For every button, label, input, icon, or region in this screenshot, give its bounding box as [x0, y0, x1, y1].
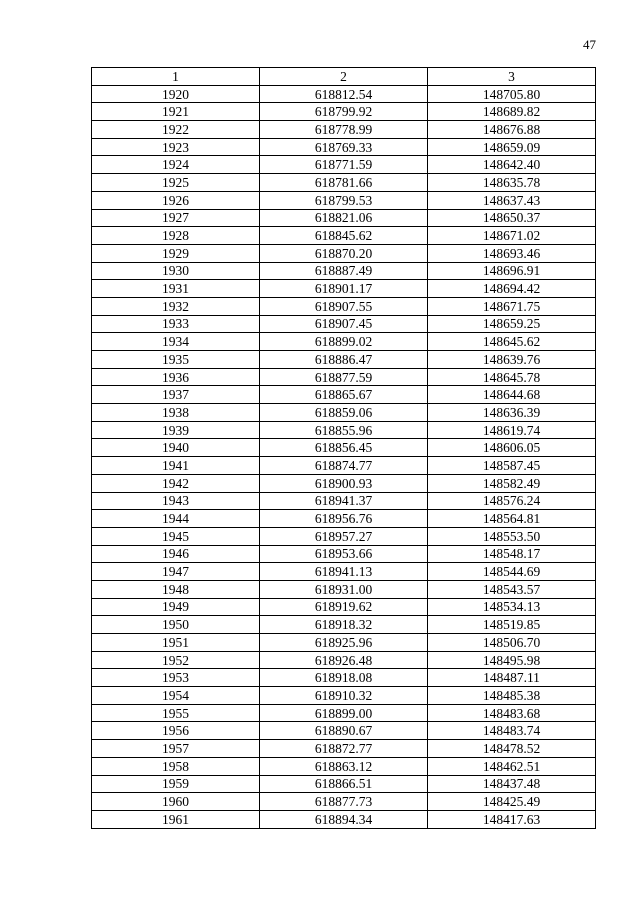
y-coordinate-cell: 148543.57 — [428, 580, 596, 598]
x-coordinate-cell: 618856.45 — [260, 439, 428, 457]
y-coordinate-cell: 148553.50 — [428, 527, 596, 545]
point-number-cell: 1948 — [92, 580, 260, 598]
x-coordinate-cell: 618886.47 — [260, 351, 428, 369]
table-row — [92, 474, 596, 492]
y-coordinate-cell: 148495.98 — [428, 651, 596, 669]
y-coordinate-cell: 148544.69 — [428, 563, 596, 581]
y-coordinate-cell: 148659.09 — [428, 138, 596, 156]
table-row — [92, 103, 596, 121]
table-row — [92, 757, 596, 775]
point-number-cell: 1930 — [92, 262, 260, 280]
y-coordinate-cell: 148636.39 — [428, 404, 596, 422]
y-coordinate-cell: 148506.70 — [428, 634, 596, 652]
y-coordinate-cell: 148693.46 — [428, 244, 596, 262]
x-coordinate-cell: 618907.45 — [260, 315, 428, 333]
x-coordinate-cell: 618901.17 — [260, 280, 428, 298]
column-header-2: 2 — [260, 68, 428, 86]
point-number-cell: 1949 — [92, 598, 260, 616]
point-number-cell: 1928 — [92, 227, 260, 245]
table-row — [92, 244, 596, 262]
table-row — [92, 280, 596, 298]
x-coordinate-cell: 618877.73 — [260, 793, 428, 811]
y-coordinate-cell: 148637.43 — [428, 191, 596, 209]
y-coordinate-cell: 148582.49 — [428, 474, 596, 492]
point-number-cell: 1956 — [92, 722, 260, 740]
x-coordinate-cell: 618863.12 — [260, 757, 428, 775]
table-row — [92, 421, 596, 439]
x-coordinate-cell: 618900.93 — [260, 474, 428, 492]
x-coordinate-cell: 618866.51 — [260, 775, 428, 793]
x-coordinate-cell: 618865.67 — [260, 386, 428, 404]
point-number-cell: 1957 — [92, 740, 260, 758]
x-coordinate-cell: 618941.37 — [260, 492, 428, 510]
x-coordinate-cell: 618919.62 — [260, 598, 428, 616]
table-row — [92, 669, 596, 687]
table-row — [92, 687, 596, 705]
x-coordinate-cell: 618894.34 — [260, 810, 428, 828]
point-number-cell: 1940 — [92, 439, 260, 457]
point-number-cell: 1959 — [92, 775, 260, 793]
y-coordinate-cell: 148576.24 — [428, 492, 596, 510]
x-coordinate-cell: 618907.55 — [260, 297, 428, 315]
y-coordinate-cell: 148483.68 — [428, 704, 596, 722]
point-number-cell: 1954 — [92, 687, 260, 705]
table-row — [92, 138, 596, 156]
table-row — [92, 810, 596, 828]
x-coordinate-cell: 618956.76 — [260, 510, 428, 528]
y-coordinate-cell: 148564.81 — [428, 510, 596, 528]
table-row — [92, 457, 596, 475]
y-coordinate-cell: 148694.42 — [428, 280, 596, 298]
table-row — [92, 386, 596, 404]
x-coordinate-cell: 618953.66 — [260, 545, 428, 563]
table-row — [92, 651, 596, 669]
x-coordinate-cell: 618941.13 — [260, 563, 428, 581]
table-row — [92, 492, 596, 510]
point-number-cell: 1921 — [92, 103, 260, 121]
point-number-cell: 1947 — [92, 563, 260, 581]
table-row — [92, 510, 596, 528]
point-number-cell: 1950 — [92, 616, 260, 634]
table-row — [92, 174, 596, 192]
y-coordinate-cell: 148548.17 — [428, 545, 596, 563]
point-number-cell: 1941 — [92, 457, 260, 475]
table-row — [92, 704, 596, 722]
point-number-cell: 1925 — [92, 174, 260, 192]
x-coordinate-cell: 618887.49 — [260, 262, 428, 280]
point-number-cell: 1922 — [92, 121, 260, 139]
y-coordinate-cell: 148705.80 — [428, 85, 596, 103]
y-coordinate-cell: 148645.78 — [428, 368, 596, 386]
table-row — [92, 563, 596, 581]
y-coordinate-cell: 148417.63 — [428, 810, 596, 828]
table-row — [92, 598, 596, 616]
y-coordinate-cell: 148696.91 — [428, 262, 596, 280]
y-coordinate-cell: 148462.51 — [428, 757, 596, 775]
x-coordinate-cell: 618874.77 — [260, 457, 428, 475]
point-number-cell: 1943 — [92, 492, 260, 510]
x-coordinate-cell: 618877.59 — [260, 368, 428, 386]
y-coordinate-cell: 148671.02 — [428, 227, 596, 245]
x-coordinate-cell: 618812.54 — [260, 85, 428, 103]
point-number-cell: 1942 — [92, 474, 260, 492]
y-coordinate-cell: 148485.38 — [428, 687, 596, 705]
y-coordinate-cell: 148659.25 — [428, 315, 596, 333]
x-coordinate-cell: 618899.02 — [260, 333, 428, 351]
table-row — [92, 527, 596, 545]
point-number-cell: 1923 — [92, 138, 260, 156]
point-number-cell: 1939 — [92, 421, 260, 439]
x-coordinate-cell: 618769.33 — [260, 138, 428, 156]
table-row — [92, 351, 596, 369]
y-coordinate-cell: 148645.62 — [428, 333, 596, 351]
table-row — [92, 722, 596, 740]
point-number-cell: 1933 — [92, 315, 260, 333]
table-row — [92, 227, 596, 245]
point-number-cell: 1961 — [92, 810, 260, 828]
y-coordinate-cell: 148676.88 — [428, 121, 596, 139]
y-coordinate-cell: 148606.05 — [428, 439, 596, 457]
table-row — [92, 85, 596, 103]
column-header-1: 1 — [92, 68, 260, 86]
point-number-cell: 1951 — [92, 634, 260, 652]
x-coordinate-cell: 618781.66 — [260, 174, 428, 192]
x-coordinate-cell: 618957.27 — [260, 527, 428, 545]
table-row — [92, 616, 596, 634]
table-row — [92, 191, 596, 209]
y-coordinate-cell: 148639.76 — [428, 351, 596, 369]
table-row — [92, 368, 596, 386]
table-row — [92, 545, 596, 563]
table-row — [92, 439, 596, 457]
table-body — [92, 85, 596, 828]
y-coordinate-cell: 148587.45 — [428, 457, 596, 475]
x-coordinate-cell: 618799.92 — [260, 103, 428, 121]
point-number-cell: 1953 — [92, 669, 260, 687]
y-coordinate-cell: 148487.11 — [428, 669, 596, 687]
y-coordinate-cell: 148671.75 — [428, 297, 596, 315]
y-coordinate-cell: 148437.48 — [428, 775, 596, 793]
column-header-3: 3 — [428, 68, 596, 86]
y-coordinate-cell: 148650.37 — [428, 209, 596, 227]
table-header — [92, 68, 596, 86]
point-number-cell: 1944 — [92, 510, 260, 528]
y-coordinate-cell: 148425.49 — [428, 793, 596, 811]
table-row — [92, 121, 596, 139]
point-number-cell: 1935 — [92, 351, 260, 369]
x-coordinate-cell: 618899.00 — [260, 704, 428, 722]
table-row — [92, 634, 596, 652]
point-number-cell: 1926 — [92, 191, 260, 209]
y-coordinate-cell: 148619.74 — [428, 421, 596, 439]
point-number-cell: 1952 — [92, 651, 260, 669]
y-coordinate-cell: 148519.85 — [428, 616, 596, 634]
point-number-cell: 1927 — [92, 209, 260, 227]
table-row — [92, 775, 596, 793]
coordinates-table — [91, 67, 596, 829]
table-row — [92, 156, 596, 174]
point-number-cell: 1920 — [92, 85, 260, 103]
x-coordinate-cell: 618845.62 — [260, 227, 428, 245]
x-coordinate-cell: 618926.48 — [260, 651, 428, 669]
y-coordinate-cell: 148635.78 — [428, 174, 596, 192]
point-number-cell: 1934 — [92, 333, 260, 351]
table-row — [92, 740, 596, 758]
x-coordinate-cell: 618821.06 — [260, 209, 428, 227]
y-coordinate-cell: 148642.40 — [428, 156, 596, 174]
x-coordinate-cell: 618918.08 — [260, 669, 428, 687]
x-coordinate-cell: 618918.32 — [260, 616, 428, 634]
point-number-cell: 1946 — [92, 545, 260, 563]
table-row — [92, 209, 596, 227]
x-coordinate-cell: 618778.99 — [260, 121, 428, 139]
y-coordinate-cell: 148534.13 — [428, 598, 596, 616]
x-coordinate-cell: 618931.00 — [260, 580, 428, 598]
point-number-cell: 1932 — [92, 297, 260, 315]
y-coordinate-cell: 148644.68 — [428, 386, 596, 404]
point-number-cell: 1945 — [92, 527, 260, 545]
point-number-cell: 1931 — [92, 280, 260, 298]
point-number-cell: 1937 — [92, 386, 260, 404]
point-number-cell: 1958 — [92, 757, 260, 775]
x-coordinate-cell: 618910.32 — [260, 687, 428, 705]
x-coordinate-cell: 618771.59 — [260, 156, 428, 174]
table-row — [92, 262, 596, 280]
table-row — [92, 315, 596, 333]
x-coordinate-cell: 618859.06 — [260, 404, 428, 422]
x-coordinate-cell: 618855.96 — [260, 421, 428, 439]
table-row — [92, 404, 596, 422]
point-number-cell: 1936 — [92, 368, 260, 386]
y-coordinate-cell: 148478.52 — [428, 740, 596, 758]
table-row — [92, 580, 596, 598]
table-row — [92, 793, 596, 811]
x-coordinate-cell: 618890.67 — [260, 722, 428, 740]
page-number: 47 — [583, 37, 596, 52]
point-number-cell: 1924 — [92, 156, 260, 174]
point-number-cell: 1929 — [92, 244, 260, 262]
y-coordinate-cell: 148483.74 — [428, 722, 596, 740]
point-number-cell: 1955 — [92, 704, 260, 722]
y-coordinate-cell: 148689.82 — [428, 103, 596, 121]
x-coordinate-cell: 618872.77 — [260, 740, 428, 758]
table-row — [92, 297, 596, 315]
x-coordinate-cell: 618799.53 — [260, 191, 428, 209]
table-row — [92, 333, 596, 351]
point-number-cell: 1960 — [92, 793, 260, 811]
x-coordinate-cell: 618870.20 — [260, 244, 428, 262]
point-number-cell: 1938 — [92, 404, 260, 422]
table-header-row — [92, 68, 596, 86]
x-coordinate-cell: 618925.96 — [260, 634, 428, 652]
